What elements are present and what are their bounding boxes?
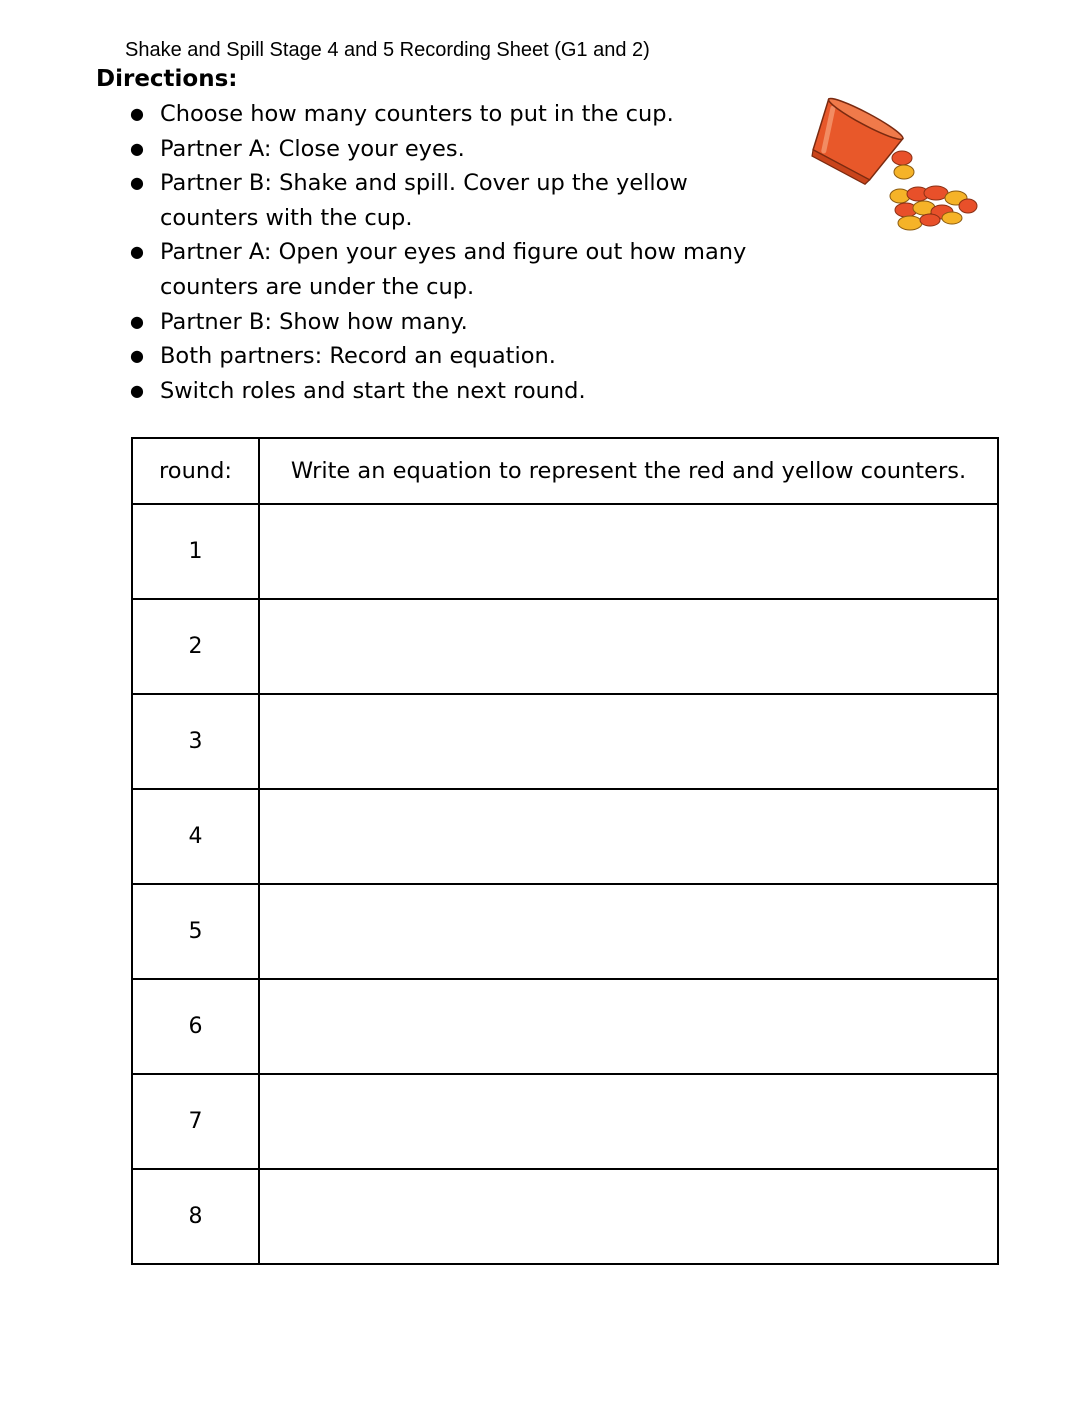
direction-item (128, 166, 746, 235)
directions-heading: Directions: (96, 66, 238, 92)
bullet-icon: ● (130, 173, 144, 193)
round-number: 5 (132, 884, 259, 979)
table-row (132, 1074, 998, 1169)
round-number: 2 (132, 599, 259, 694)
round-number: 4 (132, 789, 259, 884)
direction-text: Partner A: Open your eyes and figure out how many counters are under the cup. (160, 239, 747, 300)
equation-cell[interactable] (259, 599, 998, 694)
direction-item (128, 132, 746, 167)
direction-item (128, 305, 746, 340)
direction-text: Partner B: Shake and spill. Cover up the yellow counters with the cup. (160, 170, 688, 231)
bullet-icon: ● (130, 138, 144, 158)
table-row (132, 884, 998, 979)
equation-cell[interactable] (259, 1074, 998, 1169)
direction-item (128, 374, 746, 409)
direction-text: Partner B: Show how many. (160, 308, 468, 335)
direction-item (128, 235, 746, 304)
directions-list (128, 97, 746, 408)
spilled-cup-with-counters-icon (806, 96, 982, 236)
direction-text: Switch roles and start the next round. (160, 377, 586, 404)
equation-cell[interactable] (259, 789, 998, 884)
round-column-header: round: (132, 438, 259, 504)
recording-table (131, 437, 999, 1265)
table-row (132, 504, 998, 599)
equation-cell[interactable] (259, 979, 998, 1074)
direction-text: Choose how many counters to put in the cup. (160, 101, 674, 127)
round-number: 3 (132, 694, 259, 789)
direction-item (128, 97, 746, 132)
table-row (132, 979, 998, 1074)
equation-cell[interactable] (259, 884, 998, 979)
page-title: Shake and Spill Stage 4 and 5 Recording Sheet (G1 and 2) (125, 39, 650, 61)
round-number: 8 (132, 1169, 259, 1264)
bullet-icon: ● (130, 104, 144, 123)
equation-cell[interactable] (259, 504, 998, 599)
bullet-icon: ● (130, 380, 144, 400)
direction-text: Both partners: Record an equation. (160, 343, 556, 370)
table-header-row (132, 438, 998, 504)
round-number: 1 (132, 504, 259, 599)
table-row (132, 599, 998, 694)
bullet-icon: ● (130, 346, 144, 366)
table-row (132, 1169, 998, 1264)
round-number: 6 (132, 979, 259, 1074)
bullet-icon: ● (130, 242, 144, 262)
equation-cell[interactable] (259, 1169, 998, 1264)
bullet-icon: ● (130, 311, 144, 331)
direction-text: Partner A: Close your eyes. (160, 135, 465, 162)
equation-column-header: Write an equation to represent the red and yellow counters. (259, 438, 998, 504)
table-row (132, 694, 998, 789)
equation-cell[interactable] (259, 694, 998, 789)
table-row (132, 789, 998, 884)
direction-item (128, 339, 746, 374)
round-number: 7 (132, 1074, 259, 1169)
